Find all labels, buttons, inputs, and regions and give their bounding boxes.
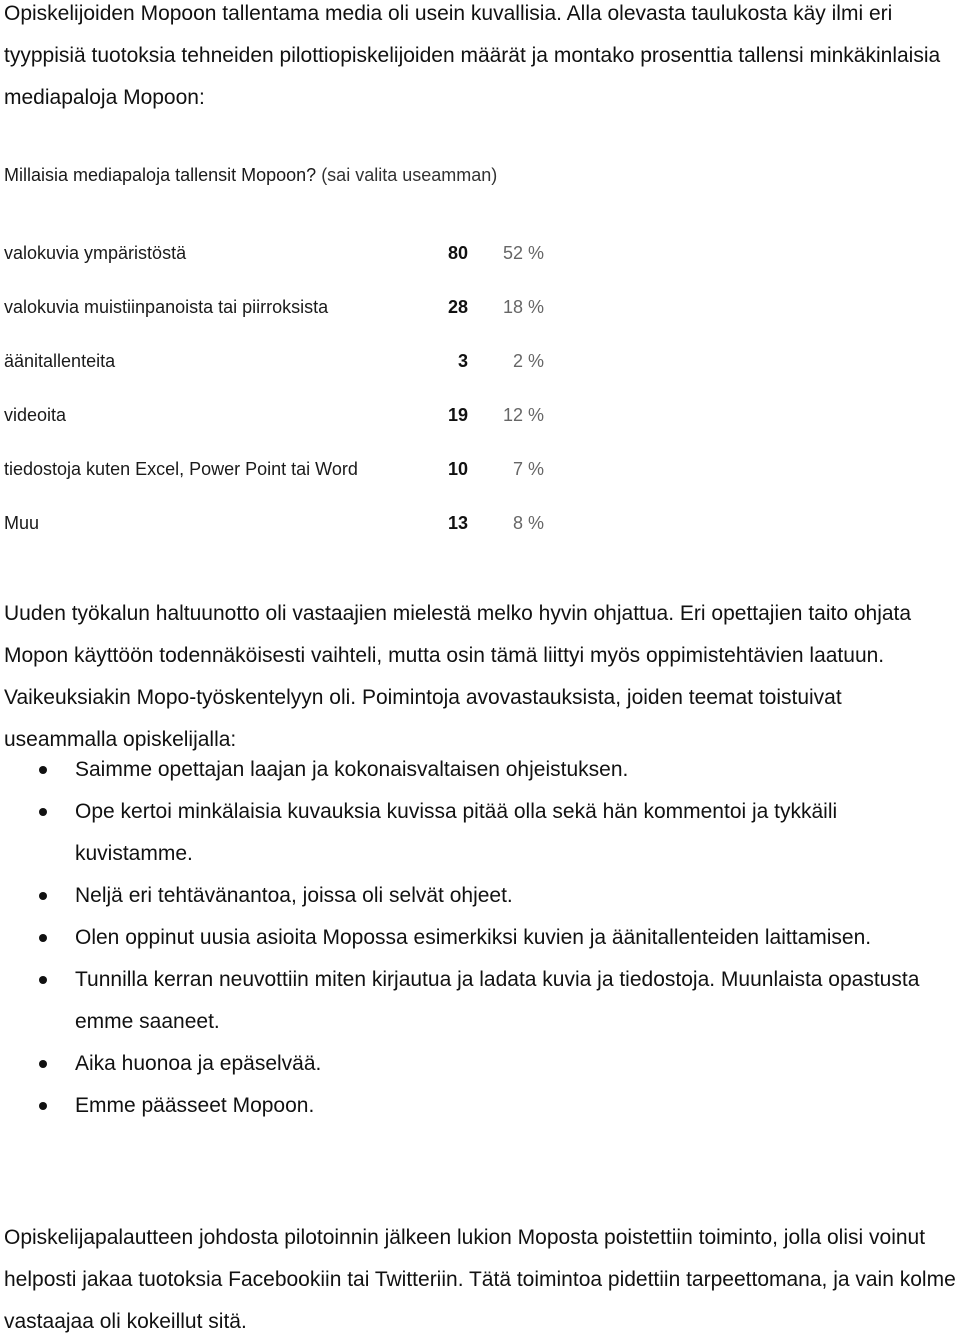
survey-question-text: Millaisia mediapaloja tallensit Mopoon?: [4, 165, 317, 185]
survey-question-hint: (sai valita useamman): [321, 165, 498, 185]
row-count: 19: [447, 405, 468, 425]
bullet-icon: [39, 1060, 47, 1068]
row-percent: 12 %: [502, 405, 544, 425]
row-label: valokuvia ympäristöstä: [4, 243, 187, 263]
row-label: videoita: [4, 405, 67, 425]
bullet-icon: [39, 892, 47, 900]
bullet-icon: [39, 766, 47, 774]
table-row: [4, 238, 564, 268]
list-item-text: Ope kertoi minkälaisia kuvauksia kuvissa pitää olla sekä hän kommentoi ja tykkäili kuvistamme.: [75, 800, 838, 865]
list-item: [0, 749, 960, 791]
intro-paragraph: Opiskelijoiden Mopoon tallentama media oli usein kuvallisia. Alla olevasta taulukosta käy ilmi eri tyyppisiä tuotoksia tehneiden pilottiopiskelijoiden määrät ja montako prosenttia tallensi minkäkinlaisia mediapaloja Mopoon:: [4, 2, 941, 109]
list-item-text: Emme päässeet Mopoon.: [75, 1094, 315, 1117]
quote-list: [0, 749, 960, 1127]
list-item: [0, 791, 960, 875]
row-label: äänitallenteita: [4, 351, 116, 371]
list-item: [0, 1043, 960, 1085]
row-label: Muu: [4, 513, 40, 533]
row-count: 10: [447, 459, 468, 479]
bullet-icon: [39, 808, 47, 816]
row-count: 13: [447, 513, 468, 533]
survey-question: [4, 160, 497, 190]
row-percent: 18 %: [502, 297, 544, 317]
row-label: valokuvia muistiinpanoista tai piirroksista: [4, 297, 329, 317]
list-item-text: Tunnilla kerran neuvottiin miten kirjautua ja ladata kuvia ja tiedostoja. Muunlaista opastusta emme saaneet.: [75, 968, 920, 1033]
list-item: [0, 959, 960, 1043]
feedback-paragraph: Uuden työkalun haltuunotto oli vastaajien mielestä melko hyvin ohjattua. Eri opettajien taito ohjata Mopon käyttöön todennäköisesti vaihteli, mutta osin tämä liittyi myös oppimistehtävien laatuun. Vaikeuksiakin Mopo-työskentelyyn oli. Poimintoja avovastauksista, joiden teemat toistuivat useammalla opiskelijalla:: [4, 602, 912, 751]
list-item: [0, 1085, 960, 1127]
list-item-text: Olen oppinut uusia asioita Mopossa esimerkiksi kuvien ja äänitallenteiden laittamisen.: [75, 926, 872, 949]
table-row: [4, 400, 564, 430]
list-item-text: Neljä eri tehtävänantoa, joissa oli selvät ohjeet.: [75, 884, 513, 907]
bullet-icon: [39, 976, 47, 984]
conclusion-paragraph: Opiskelijapalautteen johdosta pilotoinnin jälkeen lukion Moposta poistettiin toiminto, jolla olisi voinut helposti jakaa tuotoksia Facebookiin tai Twitteriin. Tätä toimintoa pidettiin tarpeettomana, ja vain kolme vastaajaa oli kokeillut sitä.: [4, 1226, 956, 1333]
row-count: 80: [447, 243, 468, 263]
row-count: 28: [447, 297, 468, 317]
row-percent: 8 %: [512, 513, 544, 533]
bullet-icon: [39, 1102, 47, 1110]
list-item: [0, 875, 960, 917]
table-row: [4, 292, 564, 322]
table-row: [4, 454, 564, 484]
row-count: 3: [457, 351, 468, 371]
row-percent: 2 %: [512, 351, 544, 371]
table-row: [4, 346, 564, 376]
row-percent: 52 %: [502, 243, 544, 263]
table-row: [4, 508, 564, 538]
row-label: tiedostoja kuten Excel, Power Point tai Word: [4, 459, 358, 479]
row-percent: 7 %: [512, 459, 544, 479]
list-item: [0, 917, 960, 959]
bullet-icon: [39, 934, 47, 942]
list-item-text: Aika huonoa ja epäselvää.: [75, 1052, 322, 1075]
list-item-text: Saimme opettajan laajan ja kokonaisvaltaisen ohjeistuksen.: [75, 758, 629, 781]
